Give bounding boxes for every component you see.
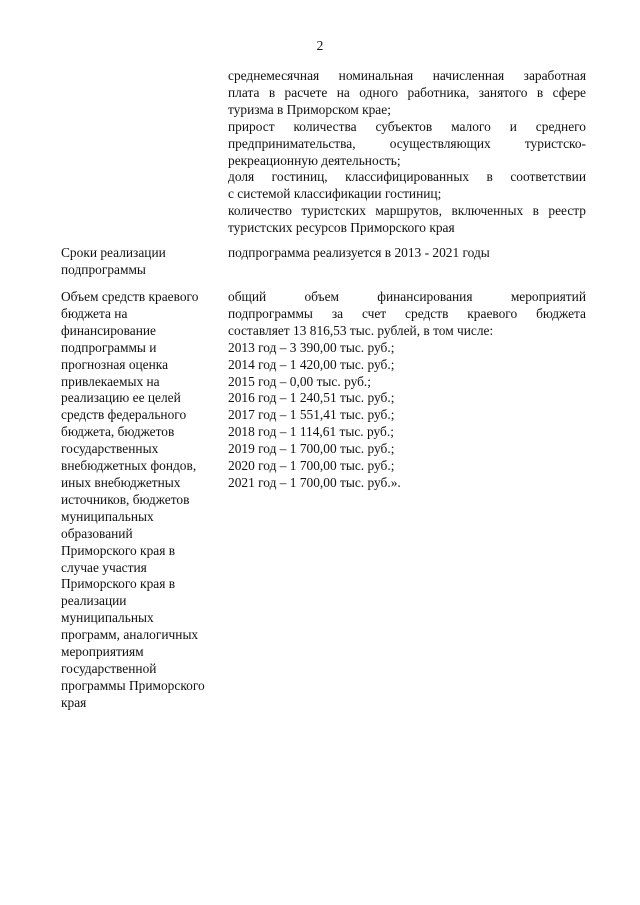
- funding-label-line: бюджета на: [61, 305, 128, 321]
- funding-label-line: реализацию ее целей: [61, 390, 181, 406]
- indicator-line: плата в расчете на одного работника, занятого в сфере: [228, 84, 586, 100]
- indicator-line: с системой классификации гостиниц;: [228, 186, 442, 202]
- funding-label-line: муниципальных: [61, 508, 154, 524]
- funding-label-line: программы Приморского: [61, 677, 205, 693]
- funding-label-line: государственной: [61, 660, 157, 676]
- funding-label-line: реализации: [61, 593, 127, 609]
- indicator-line: среднемесячная номинальная начисленная заработная: [228, 68, 586, 83]
- funding-label-line: прогнозная оценка: [61, 356, 169, 372]
- funding-intro-line: общий объем финансирования мероприятий: [228, 289, 586, 304]
- funding-year-line: 2016 год – 1 240,51 тыс. руб.;: [228, 390, 395, 406]
- funding-label-line: внебюджетных фондов,: [61, 458, 197, 474]
- indicator-line: доля гостиниц, классифицированных в соответствии: [228, 169, 586, 185]
- indicator-line: рекреационную деятельность;: [228, 152, 401, 168]
- terms-value-text: подпрограмма реализуется в 2013 - 2021 годы: [228, 245, 490, 260]
- funding-year-line: 2017 год – 1 551,41 тыс. руб.;: [228, 407, 395, 423]
- funding-label-line: Объем средств краевого: [61, 289, 199, 304]
- terms-label-line: подпрограммы: [61, 261, 146, 277]
- indicator-line: прирост количества субъектов малого и среднего: [228, 118, 586, 134]
- indicators-list: [228, 68, 586, 237]
- funding-year-line: 2019 год – 1 700,00 тыс. руб.;: [228, 441, 395, 457]
- funding-label-line: края: [61, 694, 87, 710]
- terms-value: [228, 245, 586, 262]
- terms-label: [61, 245, 221, 279]
- funding-label-line: источников, бюджетов: [61, 491, 190, 507]
- funding-year-line: 2021 год – 1 700,00 тыс. руб.».: [228, 474, 401, 490]
- funding-year-line: 2014 год – 1 420,00 тыс. руб.;: [228, 356, 395, 372]
- funding-year-line: 2015 год – 0,00 тыс. руб.;: [228, 373, 371, 389]
- funding-label-line: средств федерального: [61, 407, 187, 423]
- funding-label-line: подпрограммы и: [61, 339, 157, 355]
- funding-intro-line: подпрограммы за счет средств краевого бюджета: [228, 305, 586, 321]
- funding-label-line: мероприятиям: [61, 644, 144, 660]
- funding-label-line: Приморского края в: [61, 576, 176, 592]
- indicator-line: количество туристских маршрутов, включенных в реестр: [228, 203, 586, 219]
- funding-label-line: государственных: [61, 441, 159, 457]
- funding-label-line: финансирование: [61, 322, 156, 338]
- funding-year-line: 2013 год – 3 390,00 тыс. руб.;: [228, 339, 395, 355]
- funding-label-line: иных внебюджетных: [61, 474, 181, 490]
- funding-label-line: Приморского края в: [61, 542, 176, 558]
- terms-label-line: Сроки реализации: [61, 245, 166, 260]
- indicator-line: туризма в Приморском крае;: [228, 101, 391, 117]
- indicator-line: туристских ресурсов Приморского края: [228, 220, 455, 236]
- funding-value: [228, 289, 586, 492]
- funding-label-line: случае участия: [61, 559, 147, 575]
- funding-label-line: образований: [61, 525, 133, 541]
- funding-intro-line: составляет 13 816,53 тыс. рублей, в том числе:: [228, 322, 494, 338]
- funding-year-line: 2018 год – 1 114,61 тыс. руб.;: [228, 424, 394, 440]
- funding-label-line: программ, аналогичных: [61, 627, 199, 643]
- indicator-line: предпринимательства, осуществляющих туристско-: [228, 135, 586, 151]
- funding-label-line: муниципальных: [61, 610, 154, 626]
- funding-label-line: привлекаемых на: [61, 373, 160, 389]
- page-number: 2: [316, 38, 324, 53]
- funding-label-line: бюджета, бюджетов: [61, 424, 175, 440]
- funding-label: [61, 289, 221, 712]
- funding-year-line: 2020 год – 1 700,00 тыс. руб.;: [228, 458, 395, 474]
